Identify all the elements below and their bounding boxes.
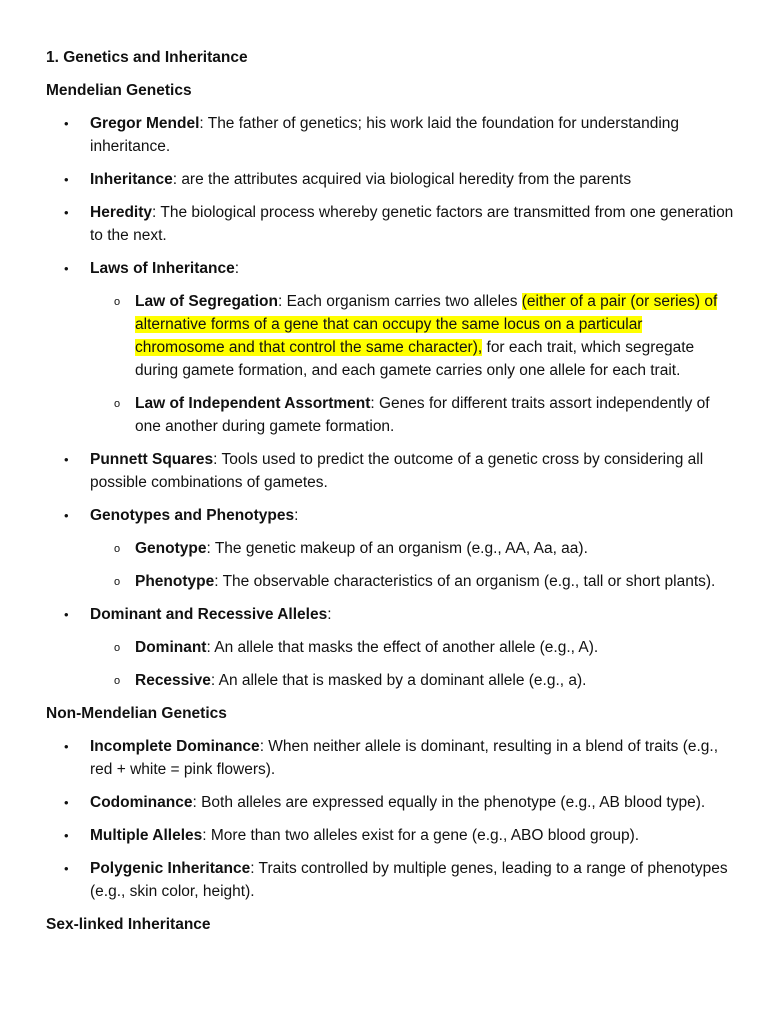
term: Laws of Inheritance [90,260,235,277]
definition: : More than two alleles exist for a gene (e.g., ABO blood group). [202,827,640,844]
sublist-item-law-of-independent-assortment [90,392,736,438]
term: Phenotype [135,573,215,590]
circle-bullet-icon: o [114,398,121,410]
circle-bullet-icon: o [114,296,121,308]
mendelian-list [46,112,736,692]
definition: : The observable characteristics of an organism (e.g., tall or short plants). [214,573,716,590]
list-item-multiple-alleles [46,824,736,847]
definition: : [327,606,332,623]
non-mendelian-list [46,735,736,903]
genotype-phenotype-sublist [90,537,736,593]
term: Genotypes and Phenotypes [90,507,295,524]
bullet-icon: • [64,795,69,810]
sublist-item-law-of-segregation [90,290,736,382]
term: Codominance [90,794,193,811]
bullet-icon: • [64,452,69,467]
definition: : The genetic makeup of an organism (e.g., AA, Aa, aa). [206,540,588,557]
definition: : The biological process whereby genetic factors are transmitted from one generation to the next. [90,204,734,244]
definition: : Genes for different traits assort independently of one another during gamete formation. [135,395,710,435]
bullet-icon: • [64,508,69,523]
term: Heredity [90,204,153,221]
sublist-item-recessive [90,669,736,692]
list-item-laws-of-inheritance [46,257,736,438]
document-title: 1. Genetics and Inheritance [46,49,248,66]
bullet-icon: • [64,116,69,131]
bullet-icon: • [64,828,69,843]
highlighted-text: (either of a pair (or series) of alternative forms of a gene that can occupy the same locus on a particular chromosome and that control the same character), [135,293,718,356]
term: Dominant [135,639,207,656]
term: Polygenic Inheritance [90,860,251,877]
list-item-incomplete-dominance [46,735,736,781]
definition: : [234,260,240,277]
term: Recessive [135,672,211,689]
section-heading-non-mendelian: Non-Mendelian Genetics [46,705,227,722]
circle-bullet-icon: o [114,576,121,588]
document-page [46,46,736,946]
laws-sublist [90,290,736,438]
bullet-icon: • [64,861,69,876]
definition: : are the attributes acquired via biological heredity from the parents [172,171,632,188]
list-item-inheritance [46,168,736,191]
list-item-polygenic-inheritance [46,857,736,903]
bullet-icon: • [64,607,69,622]
term: Dominant and Recessive Alleles [90,606,328,623]
definition: : Traits controlled by multiple genes, leading to a range of phenotypes (e.g., skin color, height). [90,860,728,900]
definition: : Tools used to predict the outcome of a genetic cross by considering all possible combinations of gametes. [90,451,704,491]
bullet-icon: • [64,205,69,220]
term: Law of Segregation [135,293,278,310]
term: Incomplete Dominance [90,738,260,755]
sublist-item-genotype [90,537,736,560]
definition: : The father of genetics; his work laid the foundation for understanding inheritance. [90,115,680,155]
term: Multiple Alleles [90,827,203,844]
list-item-dominant-and-recessive [46,603,736,692]
list-item-heredity [46,201,736,247]
sublist-item-phenotype [90,570,736,593]
term: Inheritance [90,171,173,188]
term: Punnett Squares [90,451,214,468]
term: Law of Independent Assortment [135,395,371,412]
dominant-recessive-sublist [90,636,736,692]
circle-bullet-icon: o [114,675,121,687]
definition: : [294,507,299,524]
list-item-punnett-squares [46,448,736,494]
bullet-icon: • [64,261,69,276]
definition: : An allele that is masked by a dominant allele (e.g., a). [210,672,587,689]
term: Gregor Mendel [90,115,200,132]
section-heading-mendelian: Mendelian Genetics [46,82,192,99]
bullet-icon: • [64,172,69,187]
circle-bullet-icon: o [114,642,121,654]
term: Genotype [135,540,207,557]
list-item-genotypes-and-phenotypes [46,504,736,593]
list-item-gregor-mendel [46,112,736,158]
sublist-item-dominant [90,636,736,659]
definition: : Each organism carries two alleles [277,293,522,310]
definition: : Both alleles are expressed equally in the phenotype (e.g., AB blood type). [192,794,706,811]
definition: : An allele that masks the effect of another allele (e.g., A). [206,639,599,656]
list-item-codominance [46,791,736,814]
bullet-icon: • [64,739,69,754]
section-heading-sex-linked: Sex-linked Inheritance [46,916,211,933]
definition-continued: for each trait, which segregate during gamete formation, and each gamete carries only one allele for each trait. [135,339,695,379]
definition: : When neither allele is dominant, resulting in a blend of traits (e.g., red + white = pink flowers). [90,738,719,778]
circle-bullet-icon: o [114,543,121,555]
